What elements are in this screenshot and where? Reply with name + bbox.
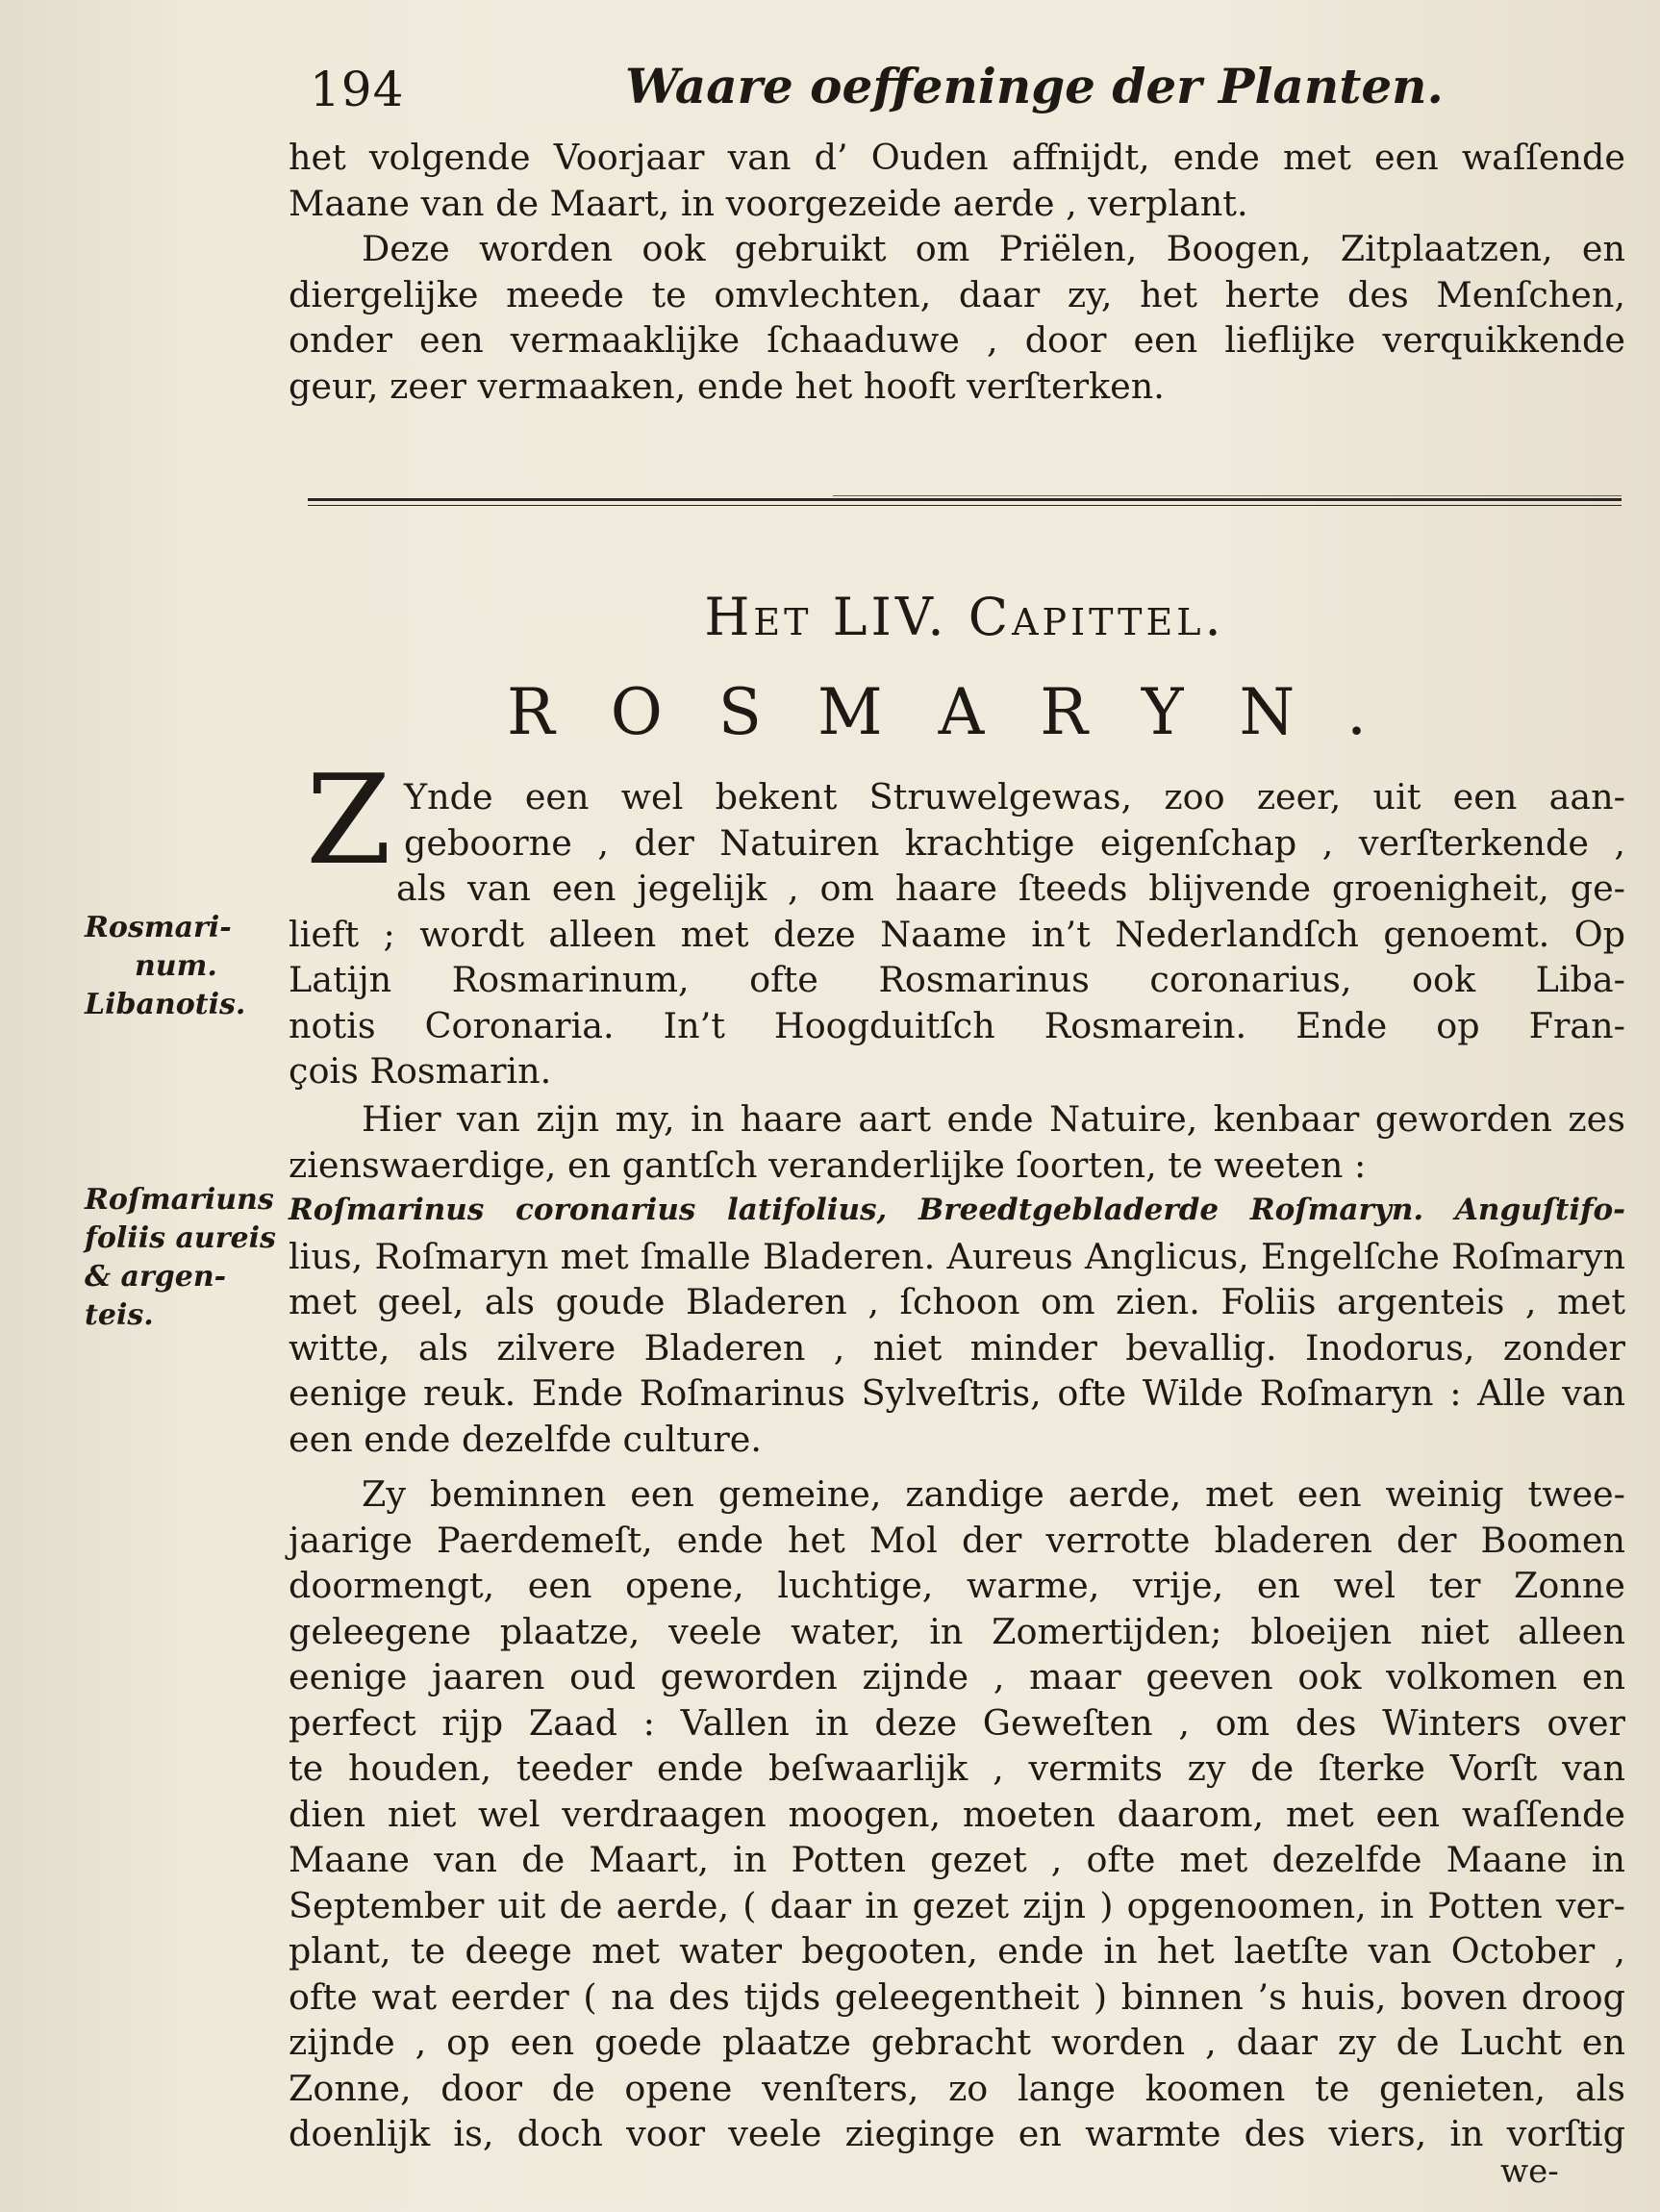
margin-note-line: Roſmariuns: [85, 1183, 274, 1217]
text-line: eenige jaaren oud geworden zijnde , maar geeven ook volkomen en: [289, 1656, 1625, 1697]
text-line: doenlijk is, doch voor veele zieginge en warmte des viers, in vorſtig: [289, 2113, 1625, 2154]
chapter-heading: Het LIV. Capittel.: [704, 587, 1225, 647]
text-line: als van een jegelijk , om haare ſteeds blijvende groenigheit, ge-: [396, 867, 1625, 909]
text-line: Zy beminnen een gemeine, zandige aerde, met een weinig twee-: [362, 1473, 1625, 1515]
paragraph-1: [289, 866, 1625, 1094]
text-line: met geel, als goude Bladeren , ſchoon om zien. Foliis argenteis , met: [289, 1281, 1625, 1322]
margin-note-rosmarinum: [85, 909, 287, 1024]
text-line: dien niet wel verdraagen moogen, moeten daarom, met een waſſende: [289, 1793, 1625, 1835]
text-line: lieft ; wordt alleen met deze Naame in’t Nederlandſch genoemt. Op: [289, 913, 1625, 955]
text-line: Maane van de Maart, in voorgezeide aerde , verplant.: [289, 182, 1248, 224]
page-header: [310, 56, 1618, 133]
text-line: Deze worden ook gebruikt om Priëlen, Boogen, Zitplaatzen, en: [362, 228, 1625, 269]
plant-title: ROSMARYN.: [507, 675, 1422, 749]
margin-note-line: & argen-: [85, 1260, 227, 1294]
top-paragraphs: [289, 135, 1625, 409]
text-line: eenige reuk. Ende Roſmarinus Sylveſtris, ofte Wilde Roſmaryn : Alle van: [289, 1372, 1625, 1414]
text-line: perfect rijp Zaad : Vallen in deze Geweſten , om des Winters over: [289, 1701, 1625, 1744]
paragraph-2: [289, 1096, 1625, 1462]
margin-note-line: teis.: [85, 1298, 154, 1332]
text-line: een ende dezelfde culture.: [289, 1418, 762, 1460]
text-line: geleegene plaatze, veele water, in Zomertijden; bloeijen niet alleen: [289, 1610, 1625, 1652]
text-line: September uit de aerde, ( daar in gezet zijn ) opgenoomen, in Potten ver-: [289, 1884, 1625, 1926]
text-line: doormengt, een opene, luchtige, warme, vrije, en wel ter Zonne: [289, 1565, 1625, 1606]
text-line: plant, te deege met water begooten, ende in het laetſte van October ,: [289, 1930, 1625, 1972]
text-line: witte, als zilvere Bladeren , niet minder bevallig. Inodorus, zonder: [289, 1326, 1625, 1369]
text-line: onder een vermaaklijke ſchaaduwe , door een lieflijke verquikkende: [289, 319, 1625, 361]
margin-note-line: num.: [135, 949, 217, 983]
text-line: Roſmarinus coronarius latifolius, Breedtgebladerde Roſmaryn. Anguſtifo-: [289, 1193, 1625, 1227]
catchword: we-: [1500, 2152, 1559, 2191]
text-line: jaarige Paerdemeſt, ende het Mol der verrotte bladeren der Boomen: [289, 1519, 1625, 1561]
text-line: te houden, teeder ende beſwaarlijk , vermits zy de ſterke Vorſt van: [289, 1747, 1625, 1789]
margin-note-line: foliis aureis: [85, 1221, 276, 1255]
text-line: Zonne, door de opene venſters, zo lange koomen te genieten, als: [289, 2067, 1625, 2109]
text-line: notis Coronaria. In’t Hoogduitſch Rosmarein. Ende op Fran-: [289, 1004, 1625, 1046]
drop-capital: Z: [306, 749, 391, 892]
margin-note-rosmarinus-foliis: [85, 1181, 287, 1335]
text-line: Maane van de Maart, in Potten gezet , ofte met dezelfde Maane in: [289, 1839, 1625, 1880]
text-line: ofte wat eerder ( na des tijds geleegentheit ) binnen ’s huis, boven droog: [289, 1975, 1625, 2018]
margin-note-line: Libanotis.: [85, 988, 246, 1021]
text-line: het volgende Voorjaar van d’ Ouden affnijdt, ende met een waſſende: [289, 137, 1625, 178]
text-line: diergelijke meede te omvlechten, daar zy, het herte des Menſchen,: [289, 273, 1625, 315]
paragraph-1-indented: [404, 774, 1625, 866]
text-line: zijnde , op een goede plaatze gebracht worden , daar zy de Lucht en: [289, 2022, 1625, 2063]
text-line: çois Rosmarin.: [289, 1050, 552, 1092]
text-line: Latijn Rosmarinum, ofte Rosmarinus coronarius, ook Liba-: [289, 959, 1625, 1000]
paragraph-3: [289, 1471, 1625, 2157]
text-line: geboorne , der Natuiren krachtige eigenſchap , verſterkende ,: [404, 821, 1625, 864]
text-line: Ynde een wel bekent Struwelgewas, zoo zeer, uit een aan-: [404, 776, 1625, 817]
text-line: geur, zeer vermaaken, ende het hooft verſterken.: [289, 364, 1165, 407]
page-number: 194: [310, 62, 405, 117]
text-line: zienswaerdige, en gantſch veranderlijke ſoorten, te weeten :: [289, 1144, 1367, 1186]
margin-note-line: Rosmari-: [85, 911, 232, 944]
text-line: Hier van zijn my, in haare aart ende Natuire, kenbaar geworden zes: [362, 1098, 1625, 1140]
section-divider-rule: [308, 498, 1622, 501]
running-title: Waare oeffeninge der Planten.: [625, 58, 1444, 114]
text-line: lius, Roſmaryn met ſmalle Bladeren. Aureus Anglicus, Engelſche Roſmaryn: [289, 1235, 1625, 1277]
